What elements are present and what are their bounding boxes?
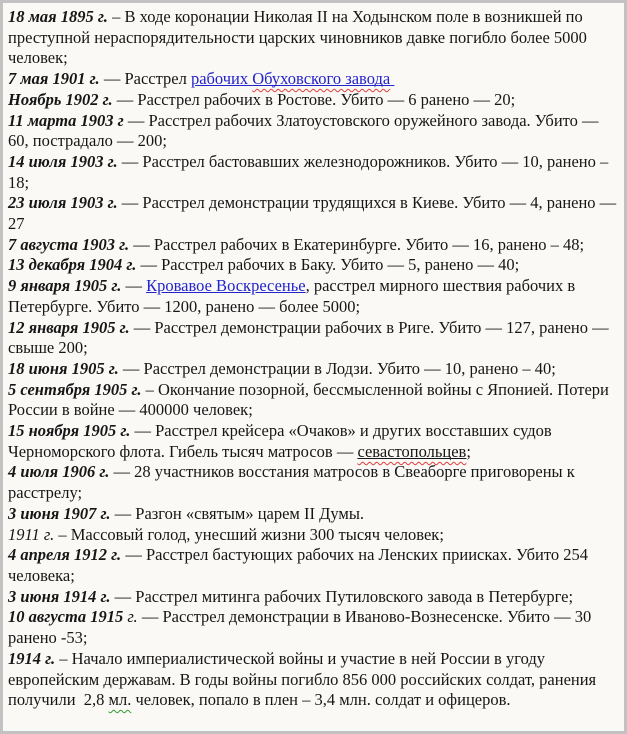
obukhovsky-zavod-link[interactable] (390, 69, 394, 88)
timeline-entry (8, 90, 620, 111)
entry-date: 18 мая 1895 г. (8, 7, 108, 26)
entry-date: 7 мая 1901 г. (8, 69, 100, 89)
entry-text: — Расстрел демонстрации в Лодзи. Убито — 10, ранено – 40; (118, 358, 556, 378)
sevastopoltsev-underlined-text-spellcheck: севастопольцев (357, 441, 467, 461)
krovavoye-voskresenye-link[interactable]: Кровавое Воскресенье (146, 276, 306, 296)
entry-date: г. (123, 607, 138, 627)
timeline-entry (8, 255, 620, 276)
timeline-entry (8, 318, 620, 359)
timeline-entry (8, 69, 620, 90)
timeline-entry (8, 587, 620, 608)
timeline-entry (8, 649, 620, 711)
obukhovsky-zavod-link-spellcheck: Обуховского завода (252, 69, 391, 89)
entry-date: 3 июня 1914 г. (8, 586, 111, 606)
entry-text: — Разгон «святым» царем II Думы. (110, 503, 365, 523)
timeline-entry (8, 525, 620, 546)
entry-date: Ноябрь 1902 г. (8, 89, 113, 109)
timeline-entry (8, 276, 620, 317)
obukhovsky-zavod-link[interactable] (252, 69, 390, 88)
obukhovsky-zavod-link[interactable]: рабочих (190, 69, 253, 89)
entry-date: 5 сентября 1905 г. (8, 379, 142, 399)
entry-date: 1911 г. (8, 524, 55, 544)
timeline-entry (8, 152, 620, 193)
timeline-entry (8, 504, 620, 525)
entry-text: — Расстрел бастующих рабочих на Ленских приисках. Убито 254 человека; (8, 545, 593, 585)
entry-text: — Расстрел рабочих Златоустовского оружейного завода. Убито — 60, пострадало — 200; (8, 110, 603, 151)
timeline-entry (8, 545, 620, 586)
entry-date: 4 июля 1906 г. (8, 462, 110, 482)
grammar-flagged-text: мл. (108, 690, 132, 710)
entry-text: — Расстрел демонстрации рабочих в Риге. Убито — 127, ранено — свыше 200; (8, 317, 613, 358)
timeline (8, 7, 620, 711)
timeline-entry (8, 421, 620, 462)
entry-date: 18 июня 1905 г. (8, 358, 119, 378)
entry-text: – Окончание позорной, бессмысленной войны с Японией. Потери России в войне — 400000 человек; (8, 379, 613, 420)
entry-text: — Расстрел рабочих в Ростове. Убито — 6 ранено — 20; (112, 89, 516, 109)
timeline-entry (8, 111, 620, 152)
entry-text: – Массовый голод, унесший жизни 300 тысяч человек; (54, 524, 444, 544)
entry-text: — Расстрел крейсера «Очаков» и других восставших судов Черноморского флота. Гибель тысяч матросов — (8, 421, 556, 461)
entry-text: – Начало империалистической войны и участие в ней России в угоду европейским державам. В годы войны погибло 856 000 российских солдат, ранения получили 2,8 (8, 648, 601, 710)
entry-text: — Расстрел бастовавших железнодорожников. Убито — 10, ранено – 18; (8, 151, 613, 192)
entry-date: 11 марта 1903 г (8, 110, 124, 130)
entry-text: человек, попало в плен – 3,4 млн. солдат и офицеров. (131, 690, 511, 710)
entry-text: — Расстрел демонстрации трудящихся в Киеве. Убито — 4, ранено — 27 (8, 193, 621, 234)
entry-text: — (121, 276, 147, 296)
entry-date: 1914 г. (8, 648, 56, 668)
entry-date: 23 июля 1903 г. (8, 193, 118, 213)
entry-text: , расстрел мирного шествия рабочих в Петербурге. Убито — 1200, ранено — более 5000; (8, 276, 580, 316)
entry-text: — 28 участников восстания матросов в Свеаборге приговорены к расстрелу; (8, 462, 579, 503)
entry-text: — Расстрел (99, 69, 191, 89)
timeline-entry (8, 7, 620, 69)
entry-date: 7 августа 1903 г. (8, 234, 130, 254)
entry-date: 3 июня 1907 г. (8, 503, 111, 523)
entry-text: — Расстрел рабочих в Баку. Убито — 5, ранено — 40; (136, 255, 520, 275)
entry-date: 14 июля 1903 г. (8, 151, 118, 171)
entry-text: — Расстрел демонстрации в Иваново-Вознесенске. Убито — 30 ранено -53; (8, 607, 596, 648)
timeline-entry (8, 359, 620, 380)
entry-date: 9 января 1905 г. (8, 276, 122, 296)
timeline-entry (8, 193, 620, 234)
timeline-entry (8, 380, 620, 421)
entry-text: – В ходе коронации Николая II на Ходынском поле в возникшей по преступной нераспорядительности царских чиновников давке погибло более 5000 человек; (8, 7, 592, 68)
entry-text: — Расстрел митинга рабочих Путиловского завода в Петербурге; (110, 586, 574, 606)
entry-date: 12 января 1905 г. (8, 317, 130, 337)
timeline-entry (8, 462, 620, 503)
entry-date: 4 апреля 1912 г. (8, 545, 122, 565)
entry-date: 15 ноября 1905 г. (8, 421, 131, 441)
entry-text: ; (466, 441, 471, 461)
entry-date: 10 августа 1915 (8, 607, 124, 627)
timeline-entry (8, 235, 620, 256)
entry-date: 13 декабря 1904 г. (8, 255, 137, 275)
sevastopoltsev-underlined-text (357, 442, 466, 461)
entry-text: — Расстрел рабочих в Екатеринбурге. Убито — 16, ранено – 48; (129, 234, 585, 254)
timeline-entry (8, 607, 620, 648)
